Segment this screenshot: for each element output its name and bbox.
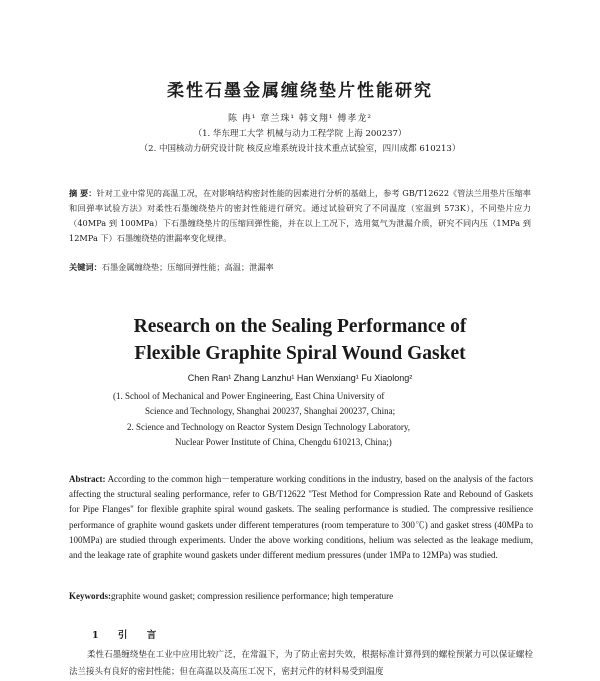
chinese-authors: 陈 冉¹ 章兰珠¹ 韩文翔¹ 傅孝龙² <box>228 114 372 124</box>
english-authors: Chen Ran¹ Zhang Lanzhu¹ Han Wenxiang¹ Fu Xiaolong² <box>187 373 413 383</box>
chinese-keywords <box>69 262 531 273</box>
section-heading-introduction: 1 引 言 <box>92 630 165 641</box>
english-abstract <box>69 472 533 563</box>
english-abstract-text: According to the common high－temperature working conditions in the industry, based on the analysis of the factors affecting the structural sealing performance, refer to GB/T12622 "Test Method for Compression Rate and Rebound of Gaskets for Pipe Flanges" for flexible graphite spiral wound gaskets. The sealing performance is studied. The compressive resilience performance of graphite wound gaskets under different temperatures (room temperature to 300℃) and gasket stress (40MPa to 100MPa) are studied through experiments. Under the above working conditions, helium was selected as the leakage medium, and the leakage rate of graphite wound gaskets under different medium pressures (under 1MPa to 12MPa) was studied. <box>69 474 533 561</box>
english-affiliation-line-3: 2. Science and Technology on Reactor System Design Technology Laboratory, <box>127 422 411 432</box>
chinese-title: 柔性石墨金属缠绕垫片性能研究 <box>167 81 433 101</box>
chinese-keywords-label: 关键词： <box>69 262 102 272</box>
introduction-paragraph: 柔性石墨缠绕垫在工业中应用比较广泛，在常温下，为了防止密封失效，根据标准计算得到的螺栓预紧力可以保证螺栓法兰接头有良好的密封性能；但在高温以及高压工况下，密封元件的材料易受到温度 <box>69 650 533 677</box>
chinese-keywords-text: 石墨金属缠绕垫；压缩回弹性能；高温；泄漏率 <box>101 262 274 272</box>
english-keywords-label: Keywords: <box>69 591 111 601</box>
english-keywords <box>69 591 533 601</box>
english-affiliation-line-2: Science and Technology, Shanghai 200237, Shanghai 200237, China; <box>145 406 396 416</box>
chinese-affiliation-2: （2. 中国核动力研究设计院 核反应堆系统设计技术重点试验室，四川成都 610213） <box>139 144 461 154</box>
english-affiliation-line-1: (1. School of Mechanical and Power Engineering, East China University of <box>113 391 385 401</box>
chinese-abstract-text: 针对工业中常见的高温工况，在对影响结构密封性能的因素进行分析的基础上，参考 GB/T12622《管法兰用垫片压缩率和回弹率试验方法》对柔性石墨缠绕垫片的密封性能进行研究。通过试验研究了不同温度（室温到 573K），不同垫片应力（40MPa 到 100MPa）下石墨缠绕垫片的压缩回弹性能，并在以上工况下，选用氦气为泄漏介质，研究不同内压（1MPa 到 12MPa 下）石墨缠绕垫的泄漏率变化规律。 <box>69 188 531 243</box>
english-abstract-label: Abstract: <box>69 474 106 484</box>
chinese-affiliation-1: （1. 华东理工大学 机械与动力工程学院 上海 200237） <box>193 129 407 139</box>
chinese-abstract <box>69 186 531 246</box>
chinese-abstract-label: 摘 要： <box>69 188 97 198</box>
english-title-line-1: Research on the Sealing Performance of <box>133 316 467 337</box>
english-affiliation-line-4: Nuclear Power Institute of China, Chengdu 610213, China;) <box>175 437 392 447</box>
english-keywords-text: graphite wound gasket; compression resilience performance; high temperature <box>111 591 394 601</box>
english-title-line-2: Flexible Graphite Spiral Wound Gasket <box>134 343 466 364</box>
english-title <box>0 313 600 367</box>
